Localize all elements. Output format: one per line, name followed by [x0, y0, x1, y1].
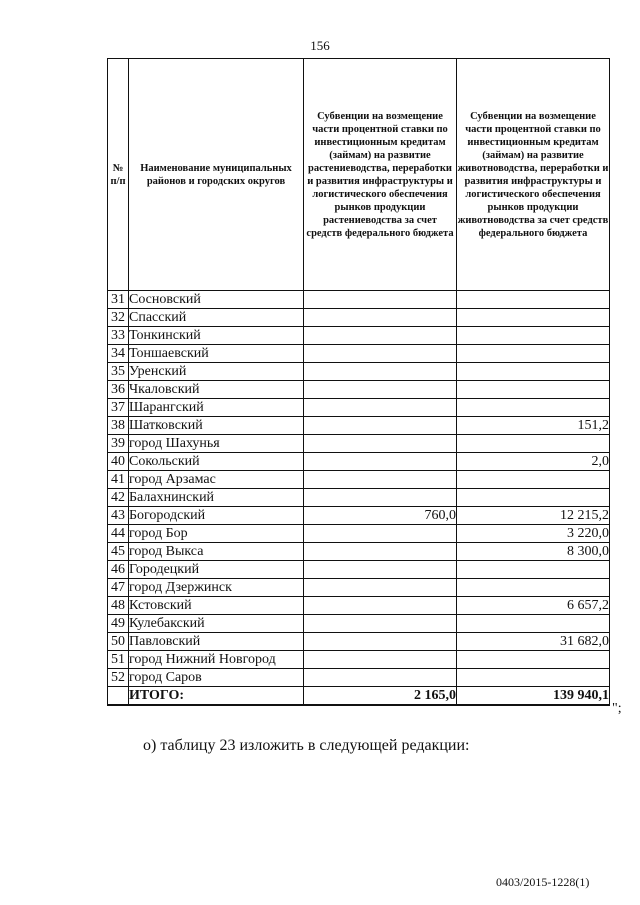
row-number: 40	[108, 453, 129, 471]
row-livestock-subsidy	[457, 345, 610, 363]
table-row	[108, 417, 610, 435]
row-district-name: город Саров	[129, 669, 304, 687]
total-livestock-subsidy: 139 940,1	[457, 687, 610, 706]
row-district-name: Шатковский	[129, 417, 304, 435]
row-number: 43	[108, 507, 129, 525]
row-crop-subsidy	[304, 399, 457, 417]
table-row	[108, 597, 610, 615]
instruction-text: о) таблицу 23 изложить в следующей редакции:	[143, 737, 470, 754]
table-row	[108, 543, 610, 561]
row-livestock-subsidy: 12 215,2	[457, 507, 610, 525]
row-livestock-subsidy	[457, 435, 610, 453]
row-number: 41	[108, 471, 129, 489]
table-row	[108, 291, 610, 309]
row-district-name: Спасский	[129, 309, 304, 327]
row-crop-subsidy	[304, 363, 457, 381]
table-row	[108, 345, 610, 363]
row-number: 52	[108, 669, 129, 687]
table-header-row	[108, 59, 610, 291]
row-district-name: Сосновский	[129, 291, 304, 309]
table-row	[108, 615, 610, 633]
table-row	[108, 525, 610, 543]
row-number: 45	[108, 543, 129, 561]
row-livestock-subsidy	[457, 327, 610, 345]
row-livestock-subsidy	[457, 291, 610, 309]
row-number: 51	[108, 651, 129, 669]
row-crop-subsidy	[304, 417, 457, 435]
header-livestock-subsidy: Субвенции на возмещение части процентной ставки по инвестиционным кредитам (займам) на развитие животноводства, переработки и развития инфраструктуры и логистического обеспечения рынков продукции животноводства за счет средств федерального бюджета	[457, 59, 610, 291]
row-number: 46	[108, 561, 129, 579]
header-name: Наименование муниципальных районов и городских округов	[129, 59, 304, 291]
row-district-name: город Арзамас	[129, 471, 304, 489]
total-label: ИТОГО:	[129, 687, 304, 706]
row-livestock-subsidy: 2,0	[457, 453, 610, 471]
row-district-name: город Дзержинск	[129, 579, 304, 597]
header-number: № п/п	[108, 59, 129, 291]
row-livestock-subsidy	[457, 561, 610, 579]
row-number: 33	[108, 327, 129, 345]
page-number: 156	[310, 38, 330, 53]
table-row	[108, 453, 610, 471]
table-row	[108, 489, 610, 507]
row-district-name: Богородский	[129, 507, 304, 525]
row-livestock-subsidy	[457, 399, 610, 417]
row-livestock-subsidy	[457, 363, 610, 381]
table-row	[108, 561, 610, 579]
row-livestock-subsidy: 6 657,2	[457, 597, 610, 615]
row-livestock-subsidy: 8 300,0	[457, 543, 610, 561]
table-row	[108, 507, 610, 525]
row-district-name: город Шахунья	[129, 435, 304, 453]
row-district-name: город Выкса	[129, 543, 304, 561]
row-number: 42	[108, 489, 129, 507]
row-crop-subsidy	[304, 561, 457, 579]
table-row	[108, 579, 610, 597]
total-row	[108, 687, 610, 706]
row-crop-subsidy	[304, 435, 457, 453]
row-crop-subsidy	[304, 453, 457, 471]
row-crop-subsidy	[304, 525, 457, 543]
row-crop-subsidy	[304, 579, 457, 597]
row-livestock-subsidy: 151,2	[457, 417, 610, 435]
row-district-name: город Бор	[129, 525, 304, 543]
row-livestock-subsidy	[457, 309, 610, 327]
row-district-name: город Нижний Новгород	[129, 651, 304, 669]
row-crop-subsidy	[304, 669, 457, 687]
table-row	[108, 309, 610, 327]
table-row	[108, 651, 610, 669]
row-livestock-subsidy	[457, 669, 610, 687]
row-number: 50	[108, 633, 129, 651]
table-row	[108, 435, 610, 453]
row-district-name: Шарангский	[129, 399, 304, 417]
table-row	[108, 381, 610, 399]
table-row	[108, 633, 610, 651]
row-crop-subsidy	[304, 615, 457, 633]
row-crop-subsidy	[304, 381, 457, 399]
row-number: 38	[108, 417, 129, 435]
row-number: 37	[108, 399, 129, 417]
row-district-name: Городецкий	[129, 561, 304, 579]
row-livestock-subsidy: 31 682,0	[457, 633, 610, 651]
table-body	[108, 291, 610, 706]
row-crop-subsidy	[304, 651, 457, 669]
row-crop-subsidy: 760,0	[304, 507, 457, 525]
row-number: 44	[108, 525, 129, 543]
row-crop-subsidy	[304, 309, 457, 327]
row-livestock-subsidy	[457, 615, 610, 633]
row-crop-subsidy	[304, 471, 457, 489]
total-crop-subsidy: 2 165,0	[304, 687, 457, 706]
row-livestock-subsidy	[457, 579, 610, 597]
row-crop-subsidy	[304, 327, 457, 345]
table-row	[108, 327, 610, 345]
row-district-name: Тоншаевский	[129, 345, 304, 363]
row-number: 34	[108, 345, 129, 363]
row-number: 49	[108, 615, 129, 633]
header-crop-subsidy: Субвенции на возмещение части процентной ставки по инвестиционным кредитам (займам) на развитие растениеводства, переработки и развития инфраструктуры и логистического обеспечения рынков продукции растениеводства за счет средств федерального бюджета	[304, 59, 457, 291]
row-crop-subsidy	[304, 345, 457, 363]
row-number: 32	[108, 309, 129, 327]
row-district-name: Павловский	[129, 633, 304, 651]
row-crop-subsidy	[304, 291, 457, 309]
row-district-name: Тонкинский	[129, 327, 304, 345]
row-livestock-subsidy	[457, 489, 610, 507]
row-number: 36	[108, 381, 129, 399]
table-row	[108, 399, 610, 417]
row-district-name: Чкаловский	[129, 381, 304, 399]
subsidy-table	[107, 58, 610, 706]
row-number: 35	[108, 363, 129, 381]
row-number: 47	[108, 579, 129, 597]
row-crop-subsidy	[304, 489, 457, 507]
document-code: 0403/2015-1228(1)	[496, 875, 590, 889]
row-crop-subsidy	[304, 597, 457, 615]
row-crop-subsidy	[304, 543, 457, 561]
row-livestock-subsidy: 3 220,0	[457, 525, 610, 543]
closing-quote-mark: ";	[612, 701, 622, 716]
row-district-name: Балахнинский	[129, 489, 304, 507]
row-district-name: Сокольский	[129, 453, 304, 471]
row-district-name: Кстовский	[129, 597, 304, 615]
row-number: 31	[108, 291, 129, 309]
row-livestock-subsidy	[457, 651, 610, 669]
row-livestock-subsidy	[457, 381, 610, 399]
row-crop-subsidy	[304, 633, 457, 651]
table-row	[108, 669, 610, 687]
row-number: 48	[108, 597, 129, 615]
table-row	[108, 471, 610, 489]
total-number-cell	[108, 687, 129, 706]
table-row	[108, 363, 610, 381]
row-livestock-subsidy	[457, 471, 610, 489]
row-district-name: Кулебакский	[129, 615, 304, 633]
row-number: 39	[108, 435, 129, 453]
row-district-name: Уренский	[129, 363, 304, 381]
